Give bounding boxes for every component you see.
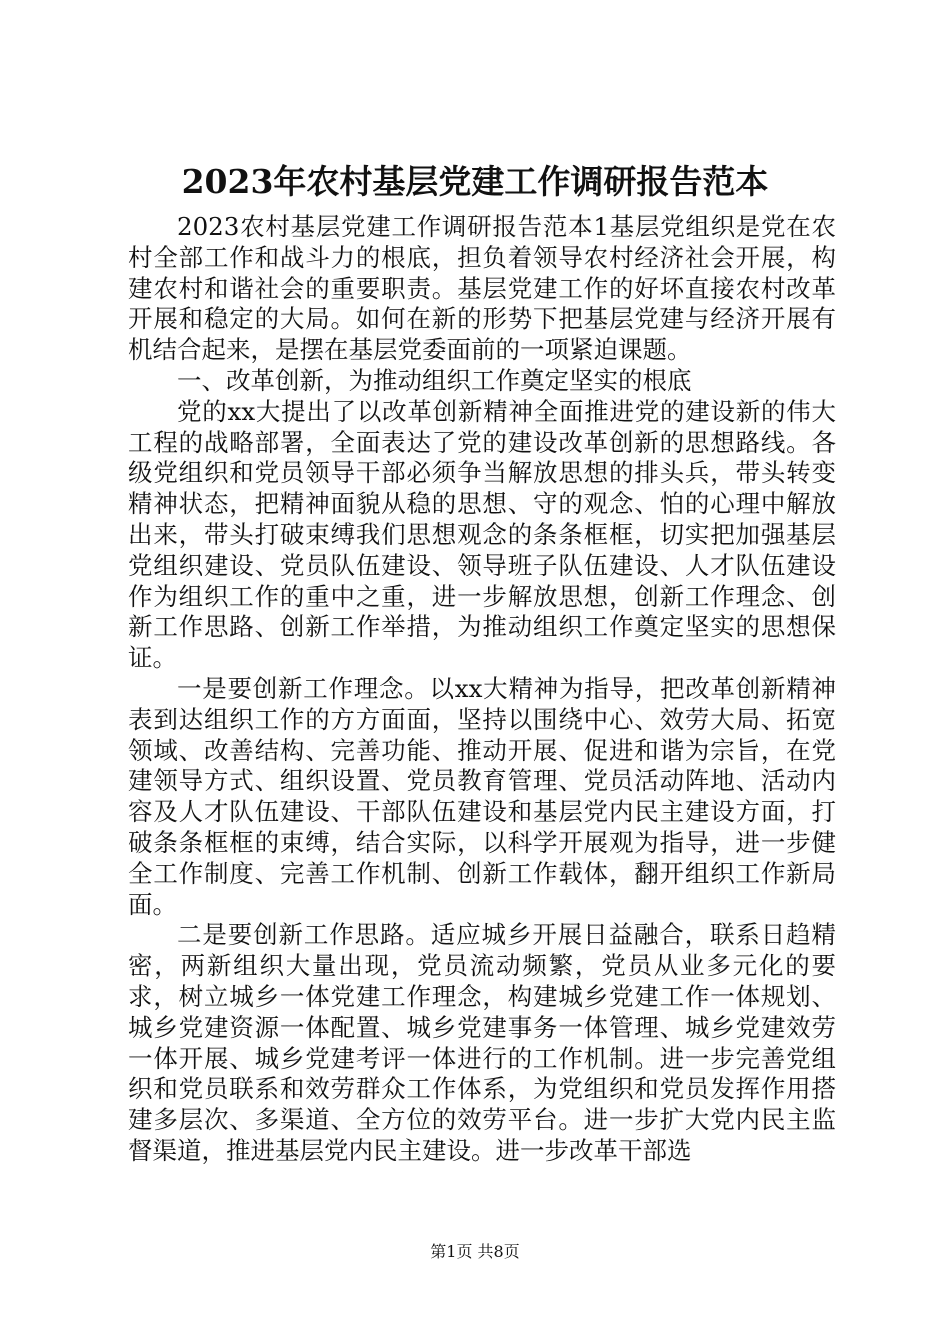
document-body (128, 212, 836, 1167)
page-number-footer: 第1页 共8页 (430, 1242, 520, 1261)
paragraph-innovate-concept: 一是要创新工作理念。以xx大精神为指导，把改革创新精神表到达组织工作的方方面面，坚持以围绕中心、效劳大局、拓宽领域、改善结构、完善功能、推动开展、促进和谐为宗旨，在党建领导方式、组织设置、党员教育管理、党员活动阵地、活动内容及人才队伍建设、干部队伍建设和基层党内民主建设方面，打破条条框框的束缚，结合实际，以科学开展观为指导，进一步健全工作制度、完善工作机制、创新工作载体，翻开组织工作新局面。 (128, 673, 836, 919)
paragraph-innovate-thinking: 二是要创新工作思路。适应城乡开展日益融合，联系日趋精密，两新组织大量出现，党员流动频繁，党员从业多元化的要求，树立城乡一体党建工作理念，构建城乡党建工作一体规划、城乡党建资源一体配置、城乡党建事务一体管理、城乡党建效劳一体开展、城乡党建考评一体进行的工作机制。进一步完善党组织和党员联系和效劳群众工作体系，为党组织和党员发挥作用搭建多层次、多渠道、全方位的效劳平台。进一步扩大党内民主监督渠道，推进基层党内民主建设。进一步改革干部选 (128, 920, 836, 1165)
paragraph-intro: 2023农村基层党建工作调研报告范本1基层党组织是党在农村全部工作和战斗力的根底，担负着领导农村经济社会开展，构建农村和谐社会的重要职责。基层党建工作的好坏直接农村改革开展和稳定的大局。如何在新的形势下把基层党建与经济开展有机结合起来，是摆在基层党委面前的一项紧迫课题。 (128, 212, 836, 365)
document-title: 2023年农村基层党建工作调研报告范本 (181, 162, 769, 201)
section-heading-1: 一、改革创新，为推动组织工作奠定坚实的根底 (177, 365, 692, 395)
paragraph-reform-innovation: 党的xx大提出了以改革创新精神全面推进党的建设新的伟大工程的战略部署，全面表达了党的建设改革创新的思想路线。各级党组织和党员领导干部必须争当解放思想的排头兵，带头转变精神状态，把精神面貌从稳的思想、守的观念、怕的心理中解放出来，带头打破束缚我们思想观念的条条框框，切实把加强基层党组织建设、党员队伍建设、领导班子队伍建设、人才队伍建设作为组织工作的重中之重，进一步解放思想，创新工作理念、创新工作思路、创新工作举措，为推动组织工作奠定坚实的思想保证。 (128, 396, 836, 673)
